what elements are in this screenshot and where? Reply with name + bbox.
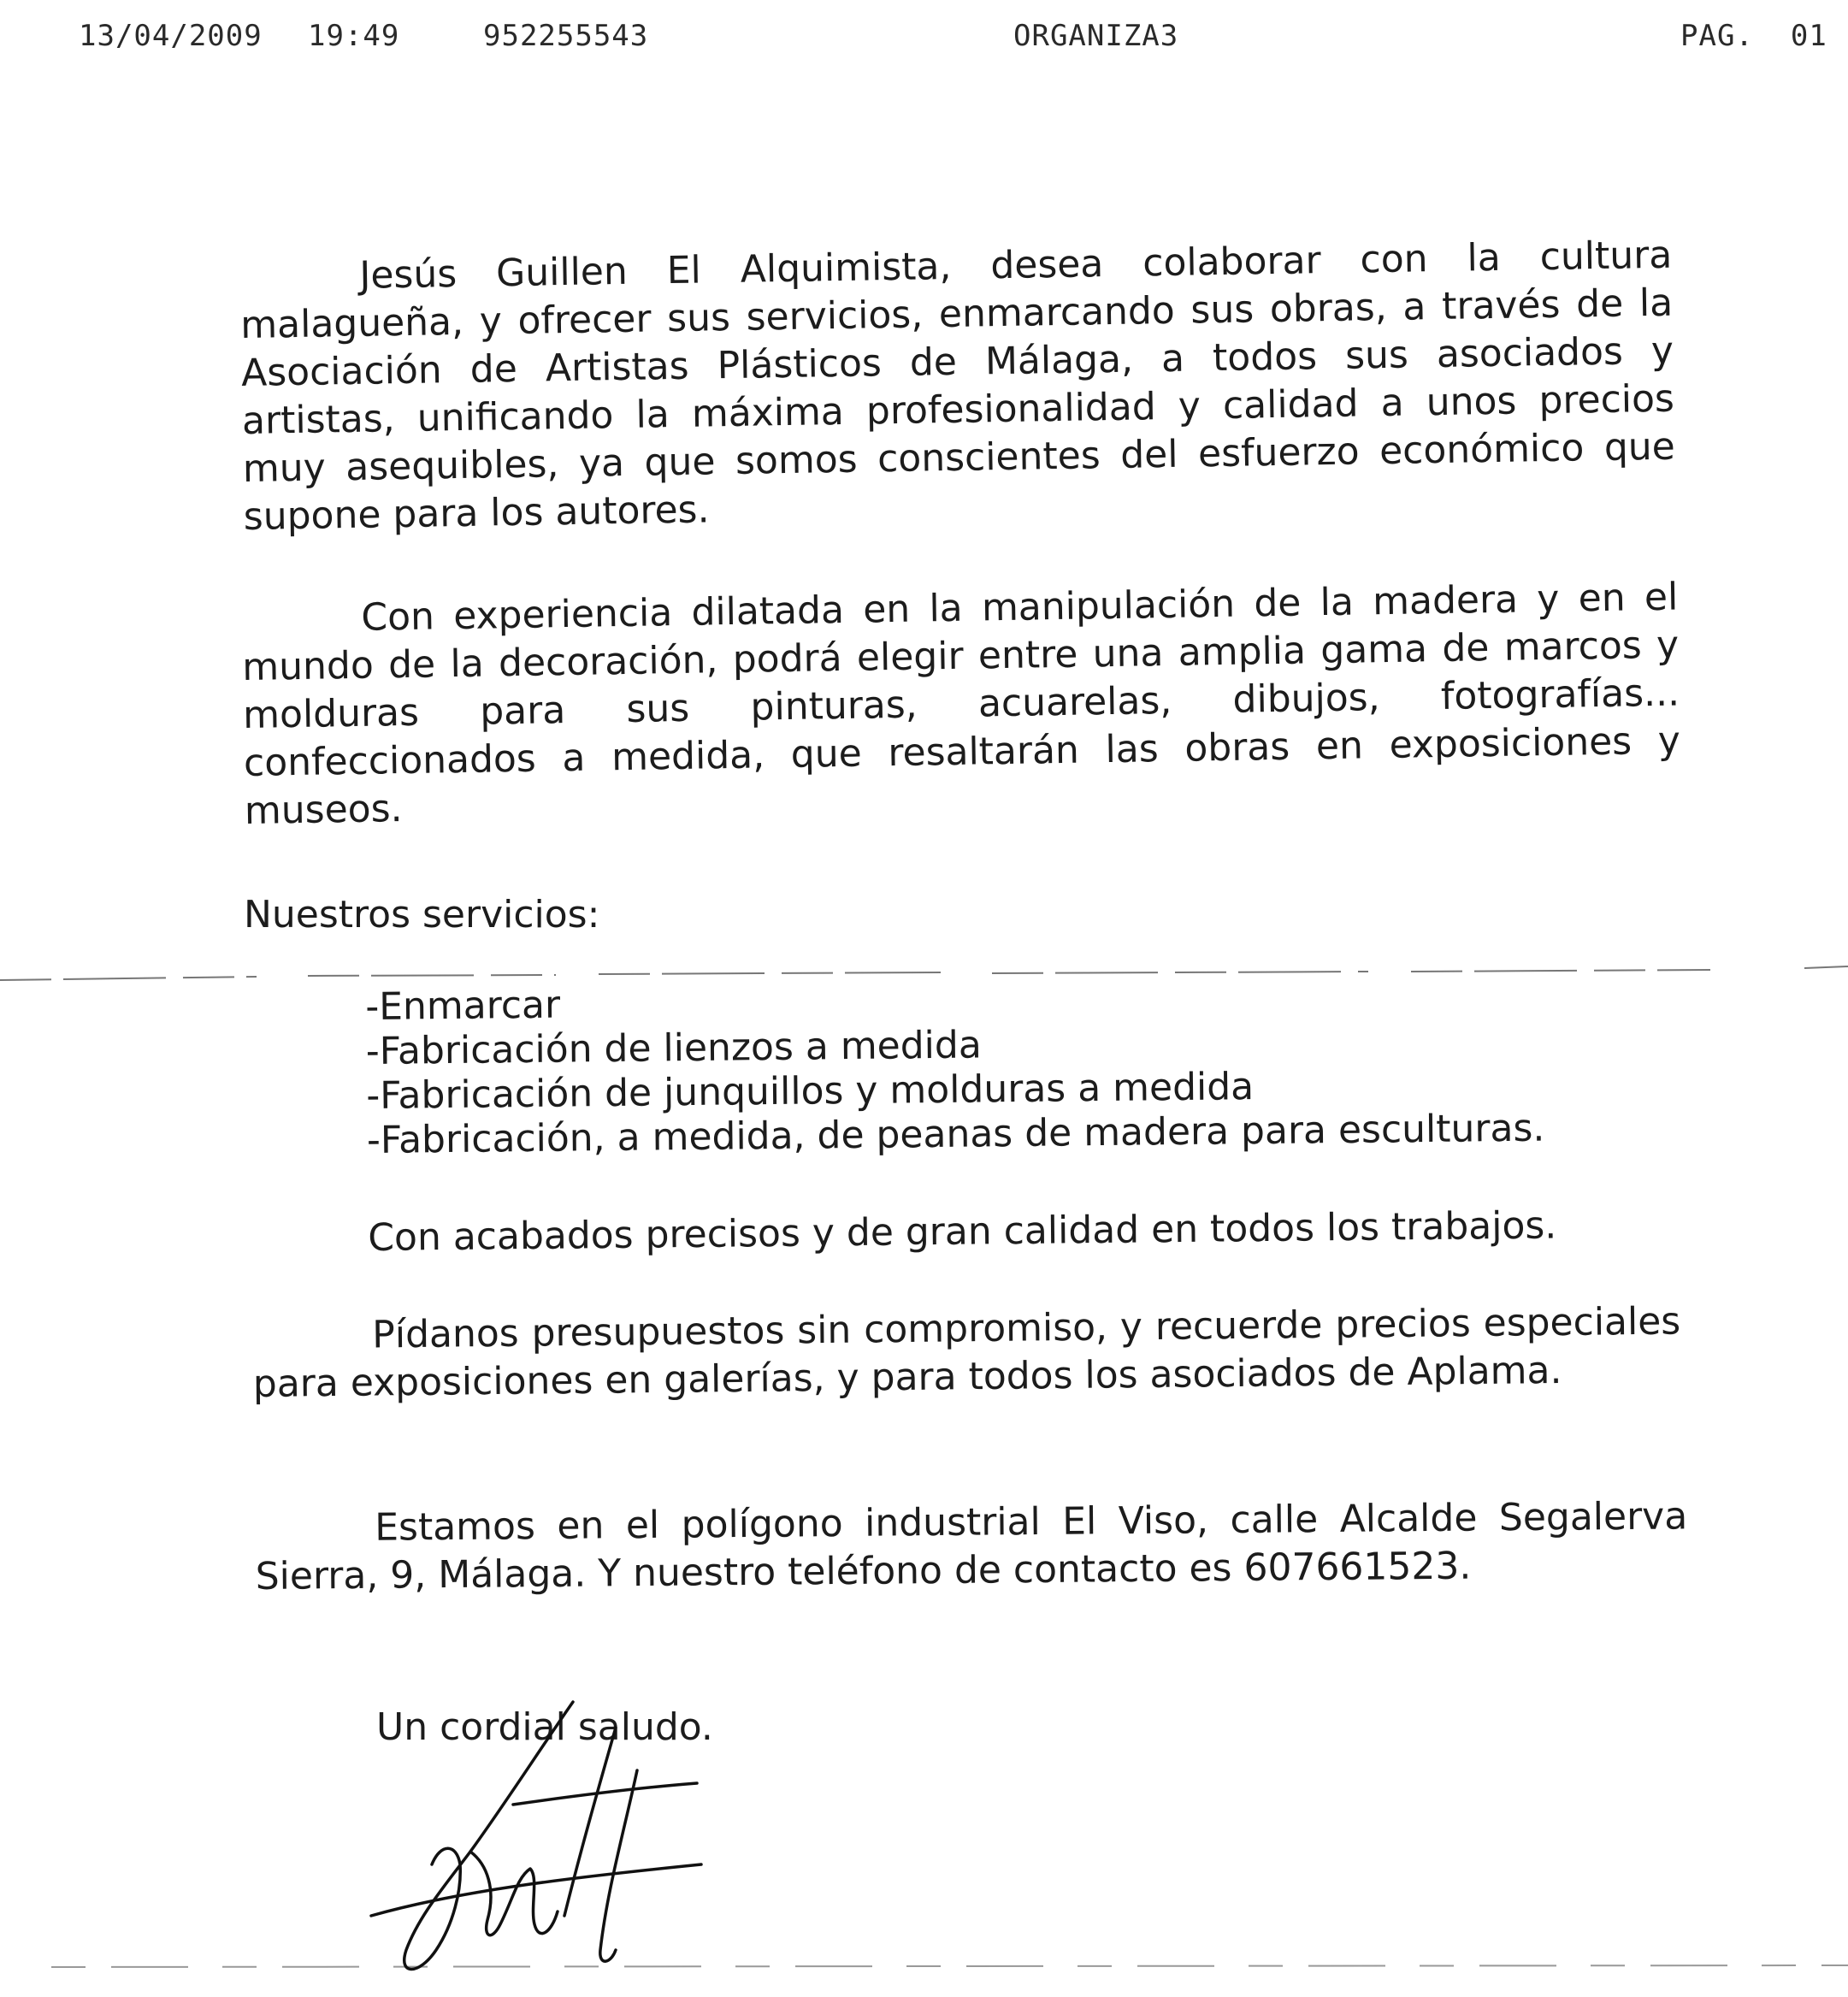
fold-line (0, 965, 1848, 990)
paragraph-experience (241, 574, 1681, 836)
service-item: -Enmarcar (365, 983, 561, 1029)
paragraph-quality: Con acabados precisos y de gran calidad en todos los trabajos. (368, 1203, 1557, 1260)
closing: Un cordial saludo. (376, 1705, 713, 1749)
paragraph-experience-text: Con experiencia dilatada en la manipulación de la madera y en el mundo de la decoración, podrá elegir entre una amplia gama de marcos y molduras para sus pinturas, acuarelas, dibujos, fotografías... confeccionados a medida, que resaltarán las obras en exposiciones y museos. (241, 575, 1681, 833)
fax-sender: ORGANIZA3 (1013, 19, 1179, 53)
paragraph-address-text: Estamos en el polígono industrial El Viso, calle Alcalde Segalerva Sierra, 9, Málaga. Y nuestro teléfono de contacto es 607661523. (255, 1494, 1688, 1598)
services-list (365, 970, 1692, 1161)
paragraph-budget-text: Pídanos presupuestos sin compromiso, y recuerde precios especiales para exposiciones en galerías, y para todos los asociados de Aplama. (252, 1299, 1681, 1406)
service-item: -Fabricación de lienzos a medida (365, 1023, 983, 1073)
fax-phone: 952255543 (483, 19, 649, 53)
fax-page-label: PAG. (1680, 19, 1754, 53)
fax-time: 19:49 (308, 19, 400, 53)
paragraph-address (255, 1492, 1688, 1601)
fax-date: 13/04/2009 (79, 19, 263, 53)
fax-page-number: 01 (1790, 19, 1827, 53)
service-item: -Fabricación, a medida, de peanas de madera para esculturas. (366, 1106, 1545, 1162)
services-heading: Nuestros servicios: (244, 893, 600, 936)
service-item: -Fabricación de junquillos y molduras a medida (366, 1065, 1255, 1118)
paragraph-intro-text: Jesús Guillen El Alquimista, desea colaborar con la cultura malagueña, y ofrecer sus servicios, enmarcando sus obras, a través de la Asociación de Artistas Plásticos de Málaga, a todos sus asociados y artistas, unificando la máxima profesionalidad y calidad a unos precios muy asequibles, ya que somos conscientes del esfuerzo económico que supone para los autores. (239, 233, 1676, 539)
handwritten-signature (359, 1693, 727, 1984)
paragraph-budget (252, 1298, 1681, 1409)
scan-edge-line (0, 1959, 1848, 1976)
paragraph-intro (239, 232, 1676, 541)
